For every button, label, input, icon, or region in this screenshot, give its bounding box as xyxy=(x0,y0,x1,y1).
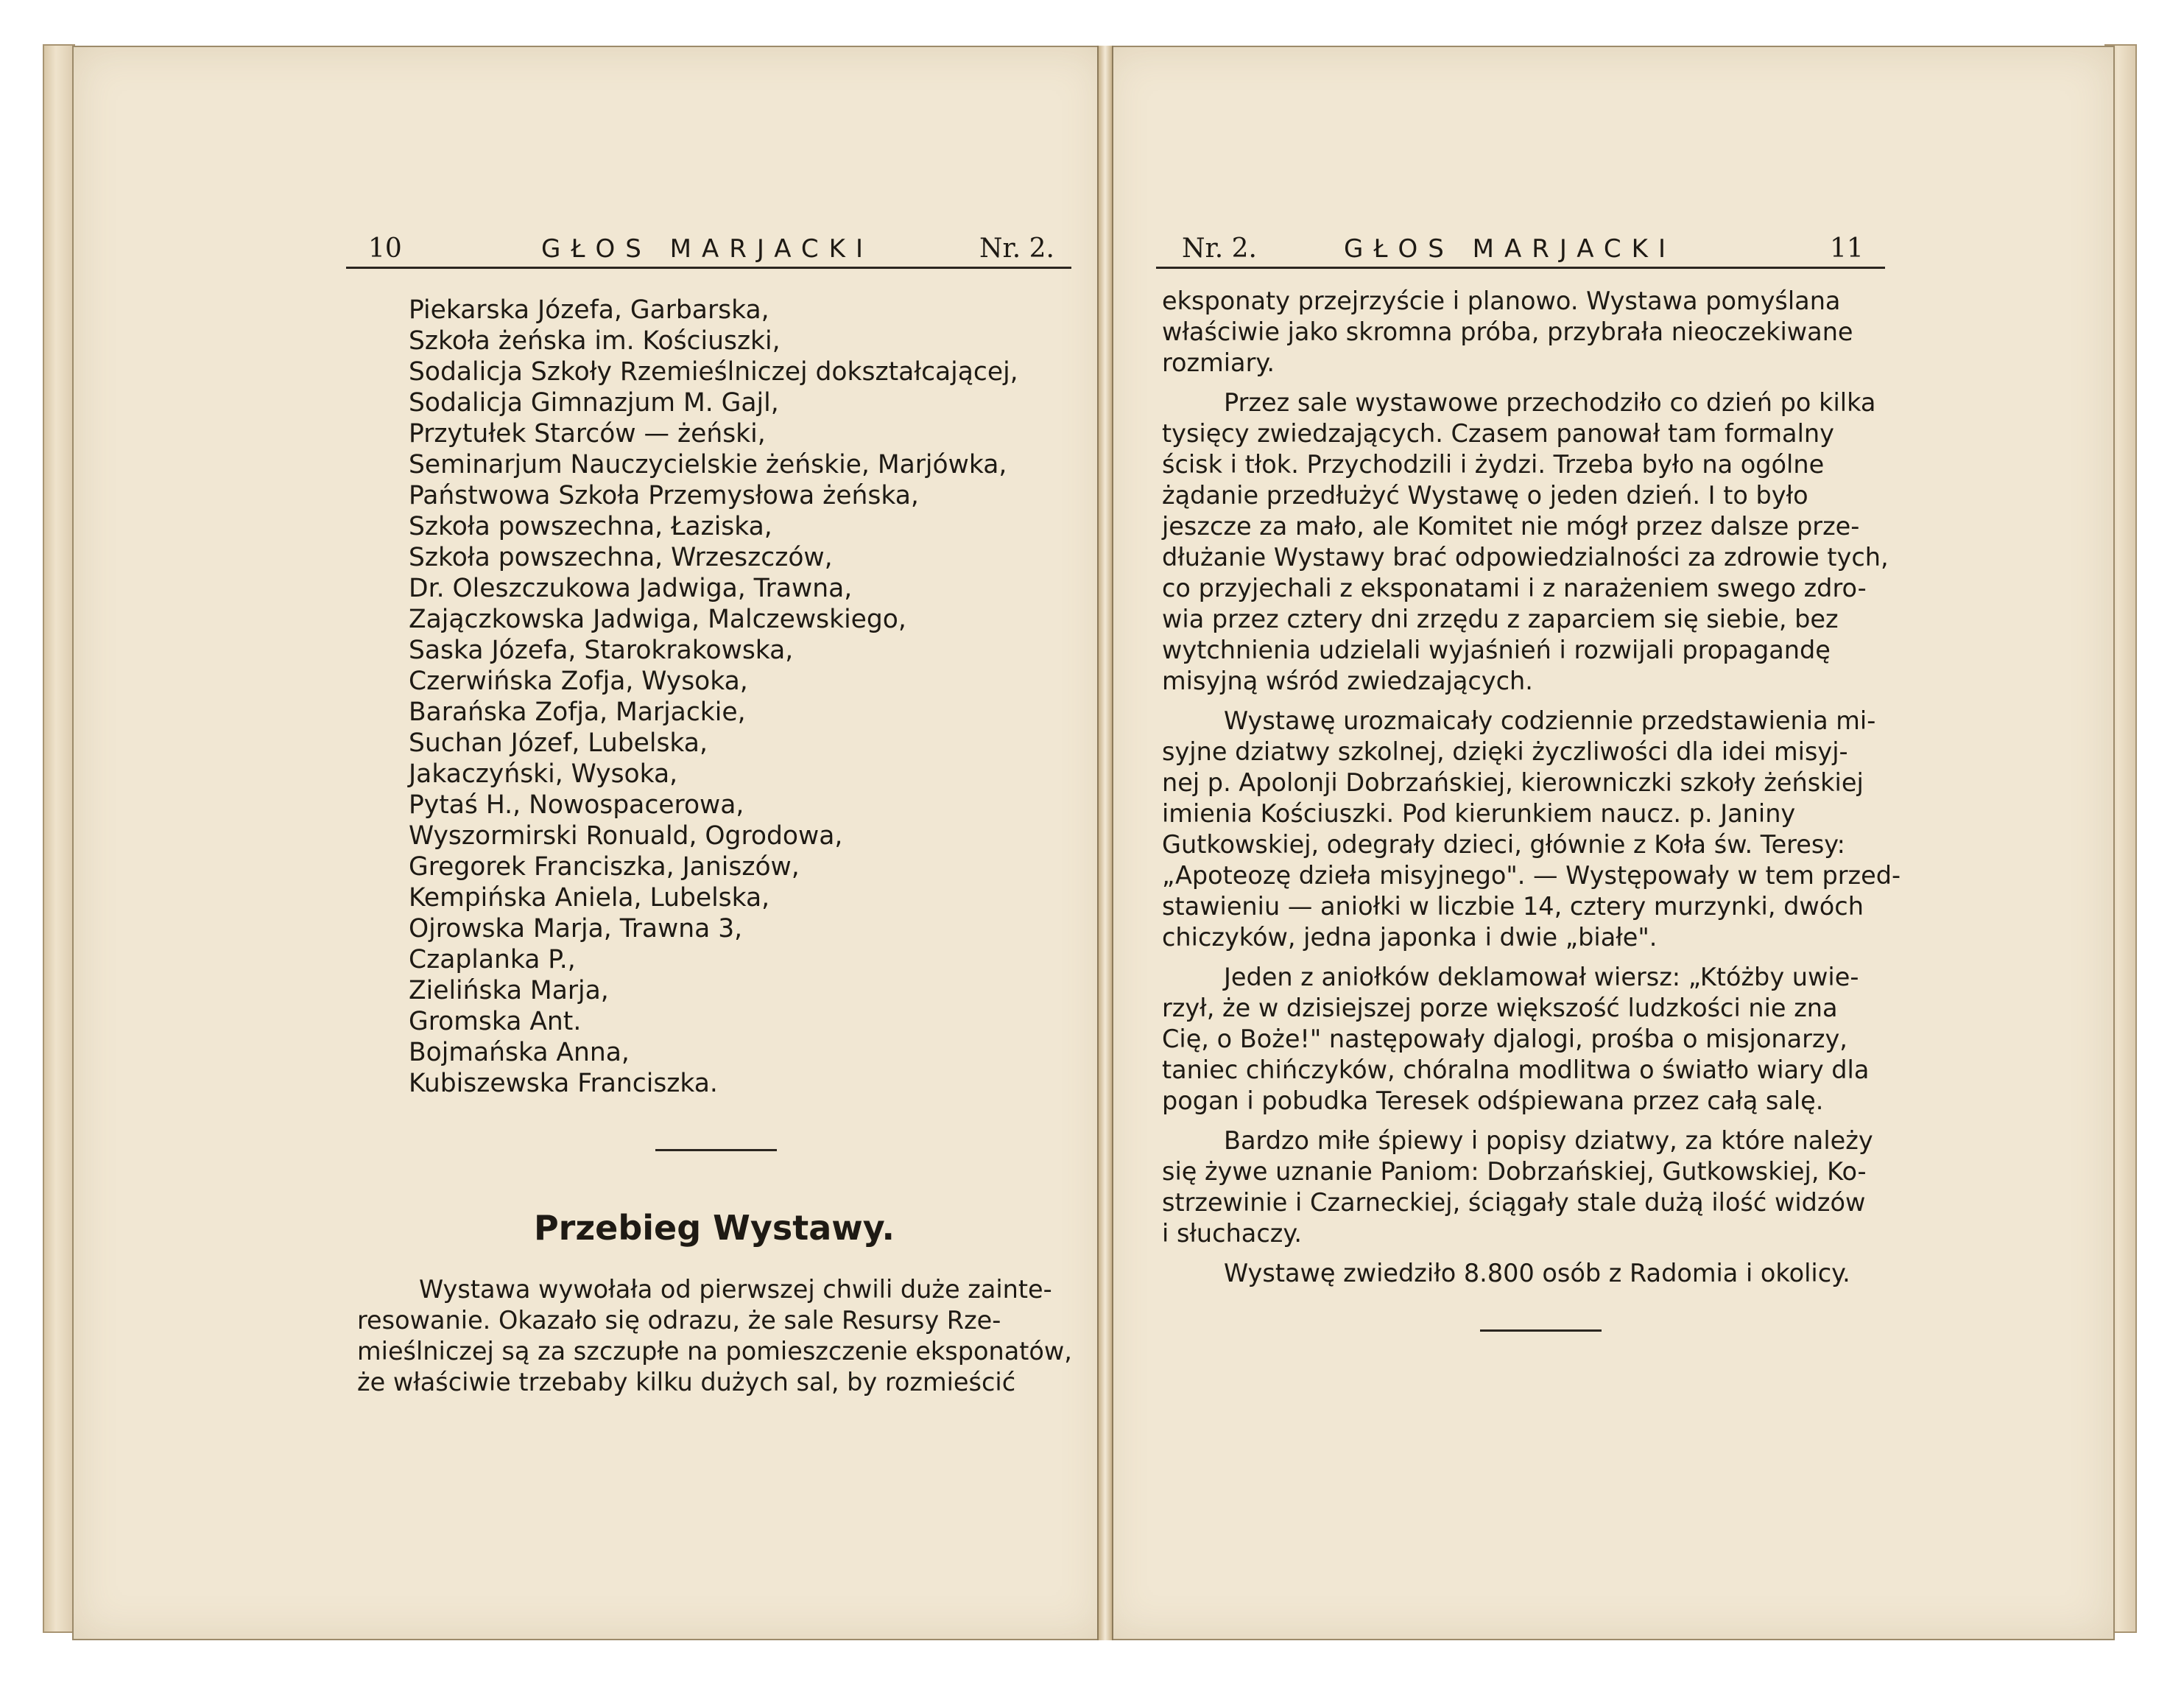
paragraph-line: Wystawę zwiedziło 8.800 osób z Radomia i okolicy. xyxy=(1224,1259,1850,1287)
paragraph-line: mieślniczej są za szczupłe na pomieszczenie eksponatów, xyxy=(357,1337,1072,1366)
left-journal-title: GŁOS MARJACKI xyxy=(541,234,873,264)
paragraph xyxy=(1162,286,1892,379)
list-item: Zielińska Marja, xyxy=(409,976,609,1005)
list-item: Dr. Oleszczukowa Jadwiga, Trawna, xyxy=(409,574,853,603)
exhibitor-list xyxy=(409,295,1018,1099)
left-page-number: 10 xyxy=(368,233,402,264)
paragraph-line: Wystawę urozmaicały codziennie przedstawienia mi- xyxy=(1224,706,1876,735)
paragraph-line: że właściwie trzebaby kilku dużych sal, by rozmieścić xyxy=(357,1368,1016,1396)
list-item: Suchan Józef, Lubelska, xyxy=(409,728,708,758)
paragraph-line: resowanie. Okazało się odrazu, że sale Resursy Rze- xyxy=(357,1306,1001,1335)
section-divider-rule xyxy=(655,1149,777,1151)
paragraph-line: stawieniu — aniołki w liczbie 14, cztery murzynki, dwóch xyxy=(1162,892,1864,921)
paragraph-line: Cię, o Boże!" następowały djalogi, prośba o misjonarzy, xyxy=(1162,1025,1847,1053)
paragraph-line: eksponaty przejrzyście i planowo. Wystawa pomyślana xyxy=(1162,287,1841,315)
paragraph-line: wytchnienia udzielali wyjaśnień i rozwijali propagandę xyxy=(1162,636,1831,664)
paragraph-line: imienia Kościuszki. Pod kierunkiem naucz. p. Janiny xyxy=(1162,799,1796,828)
paragraph xyxy=(1162,962,1892,1117)
paragraph xyxy=(1162,1125,1892,1249)
paragraph-line: Gutkowskiej, odegrały dzieci, głównie z Koła św. Teresy: xyxy=(1162,830,1845,859)
paragraph-line: chiczyków, jedna japonka i dwie „białe". xyxy=(1162,923,1658,952)
list-item: Sodalicja Gimnazjum M. Gajl, xyxy=(409,388,779,418)
paragraph-line: żądanie przedłużyć Wystawę o jeden dzień. I to było xyxy=(1162,481,1808,510)
list-item: Saska Józefa, Starokrakowska, xyxy=(409,636,794,665)
section-heading: Przebieg Wystawy. xyxy=(533,1208,895,1248)
list-item: Ojrowska Marja, Trawna 3, xyxy=(409,914,743,944)
list-item: Bojmańska Anna, xyxy=(409,1038,630,1067)
right-journal-title: GŁOS MARJACKI xyxy=(1344,234,1676,264)
list-item: Sodalicja Szkoły Rzemieślniczej dokształcającej, xyxy=(409,357,1018,387)
paragraph-line: rzył, że w dzisiejszej porze większość ludzkości nie zna xyxy=(1162,994,1838,1022)
list-item: Kubiszewska Franciszka. xyxy=(409,1069,718,1098)
paragraph-line: się żywe uznanie Paniom: Dobrzańskiej, Gutkowskiej, Ko- xyxy=(1162,1157,1867,1186)
paragraph-line: co przyjechali z eksponatami i z narażeniem swego zdro- xyxy=(1162,574,1867,602)
list-item: Czerwińska Zofja, Wysoka, xyxy=(409,667,748,696)
paragraph xyxy=(1162,387,1892,697)
paragraph-line: ścisk i tłok. Przychodzili i żydzi. Trzeba było na ogólne xyxy=(1162,450,1825,479)
paragraph xyxy=(1162,706,1901,953)
list-item: Wyszormirski Ronuald, Ogrodowa, xyxy=(409,821,843,851)
paragraph-line: dłużanie Wystawy brać odpowiedzialności za zdrowie tych, xyxy=(1162,543,1889,572)
paragraph-line: nej p. Apolonji Dobrzańskiej, kierowniczki szkoły żeńskiej xyxy=(1162,768,1864,797)
list-item: Kempińska Aniela, Lubelska, xyxy=(409,883,770,913)
paragraph-line: Wystawa wywołała od pierwszej chwili duże zainte- xyxy=(419,1275,1052,1304)
list-item: Piekarska Józefa, Garbarska, xyxy=(409,295,769,325)
paragraph-line: pogan i pobudka Teresek odśpiewana przez całą salę. xyxy=(1162,1086,1824,1115)
paragraph-line: tysięcy zwiedzających. Czasem panował tam formalny xyxy=(1162,419,1834,448)
right-article-body xyxy=(1162,286,1901,1298)
paragraph-line: Przez sale wystawowe przechodziło co dzień po kilka xyxy=(1224,388,1876,417)
paragraph-line: syjne dziatwy szkolnej, dzięki życzliwości dla idei misyj- xyxy=(1162,737,1848,766)
right-issue-number: Nr. 2. xyxy=(1182,233,1257,264)
paragraph-line: właściwie jako skromna próba, przybrała nieoczekiwane xyxy=(1162,317,1853,346)
list-item: Jakaczyński, Wysoka, xyxy=(409,759,678,789)
list-item: Barańska Zofja, Marjackie, xyxy=(409,698,746,727)
list-item: Państwowa Szkoła Przemysłowa żeńska, xyxy=(409,481,919,510)
paragraph-line: i słuchaczy. xyxy=(1162,1219,1303,1248)
paragraph xyxy=(1162,1258,1892,1289)
paragraph-line: rozmiary. xyxy=(1162,348,1275,377)
list-item: Czaplanka P., xyxy=(409,945,576,974)
left-running-head xyxy=(346,205,1071,269)
list-item: Przytułek Starców — żeński, xyxy=(409,419,766,449)
end-divider-rule xyxy=(1480,1329,1602,1332)
list-item: Gromska Ant. xyxy=(409,1007,582,1036)
paragraph-line: jeszcze za mało, ale Komitet nie mógł przez dalsze prze- xyxy=(1162,512,1860,541)
paragraph-line: misyjną wśród zwiedzających. xyxy=(1162,667,1533,695)
list-item: Pytaś H., Nowospacerowa, xyxy=(409,790,744,820)
paragraph-line: Bardzo miłe śpiewy i popisy dziatwy, za które należy xyxy=(1224,1126,1873,1155)
list-item: Gregorek Franciszka, Janiszów, xyxy=(409,852,800,882)
left-article-paragraph xyxy=(357,1274,1082,1398)
paragraph-line: „Apoteozę dzieła misyjnego". — Występowały w tem przed- xyxy=(1162,861,1901,890)
list-item: Szkoła powszechna, Wrzeszczów, xyxy=(409,543,833,572)
left-issue-number: Nr. 2. xyxy=(979,233,1054,264)
paragraph-line: taniec chińczyków, chóralna modlitwa o światło wiary dla xyxy=(1162,1055,1870,1084)
right-running-head xyxy=(1156,205,1885,269)
paragraph-line: strzewinie i Czarneckiej, ściągały stale dużą ilość widzów xyxy=(1162,1188,1866,1217)
paragraph-line: Jeden z aniołków deklamował wiersz: „Któżby uwie- xyxy=(1224,963,1859,991)
left-page-stack-edge xyxy=(43,44,75,1633)
right-page-number: 11 xyxy=(1830,233,1864,264)
list-item: Seminarjum Nauczycielskie żeńskie, Marjówka, xyxy=(409,450,1007,479)
book-gutter xyxy=(1097,46,1113,1640)
paragraph-line: wia przez cztery dni zrzędu z zaparciem się siebie, bez xyxy=(1162,605,1839,633)
list-item: Szkoła powszechna, Łaziska, xyxy=(409,512,772,541)
list-item: Szkoła żeńska im. Kościuszki, xyxy=(409,326,781,356)
list-item: Zajączkowska Jadwiga, Malczewskiego, xyxy=(409,605,906,634)
